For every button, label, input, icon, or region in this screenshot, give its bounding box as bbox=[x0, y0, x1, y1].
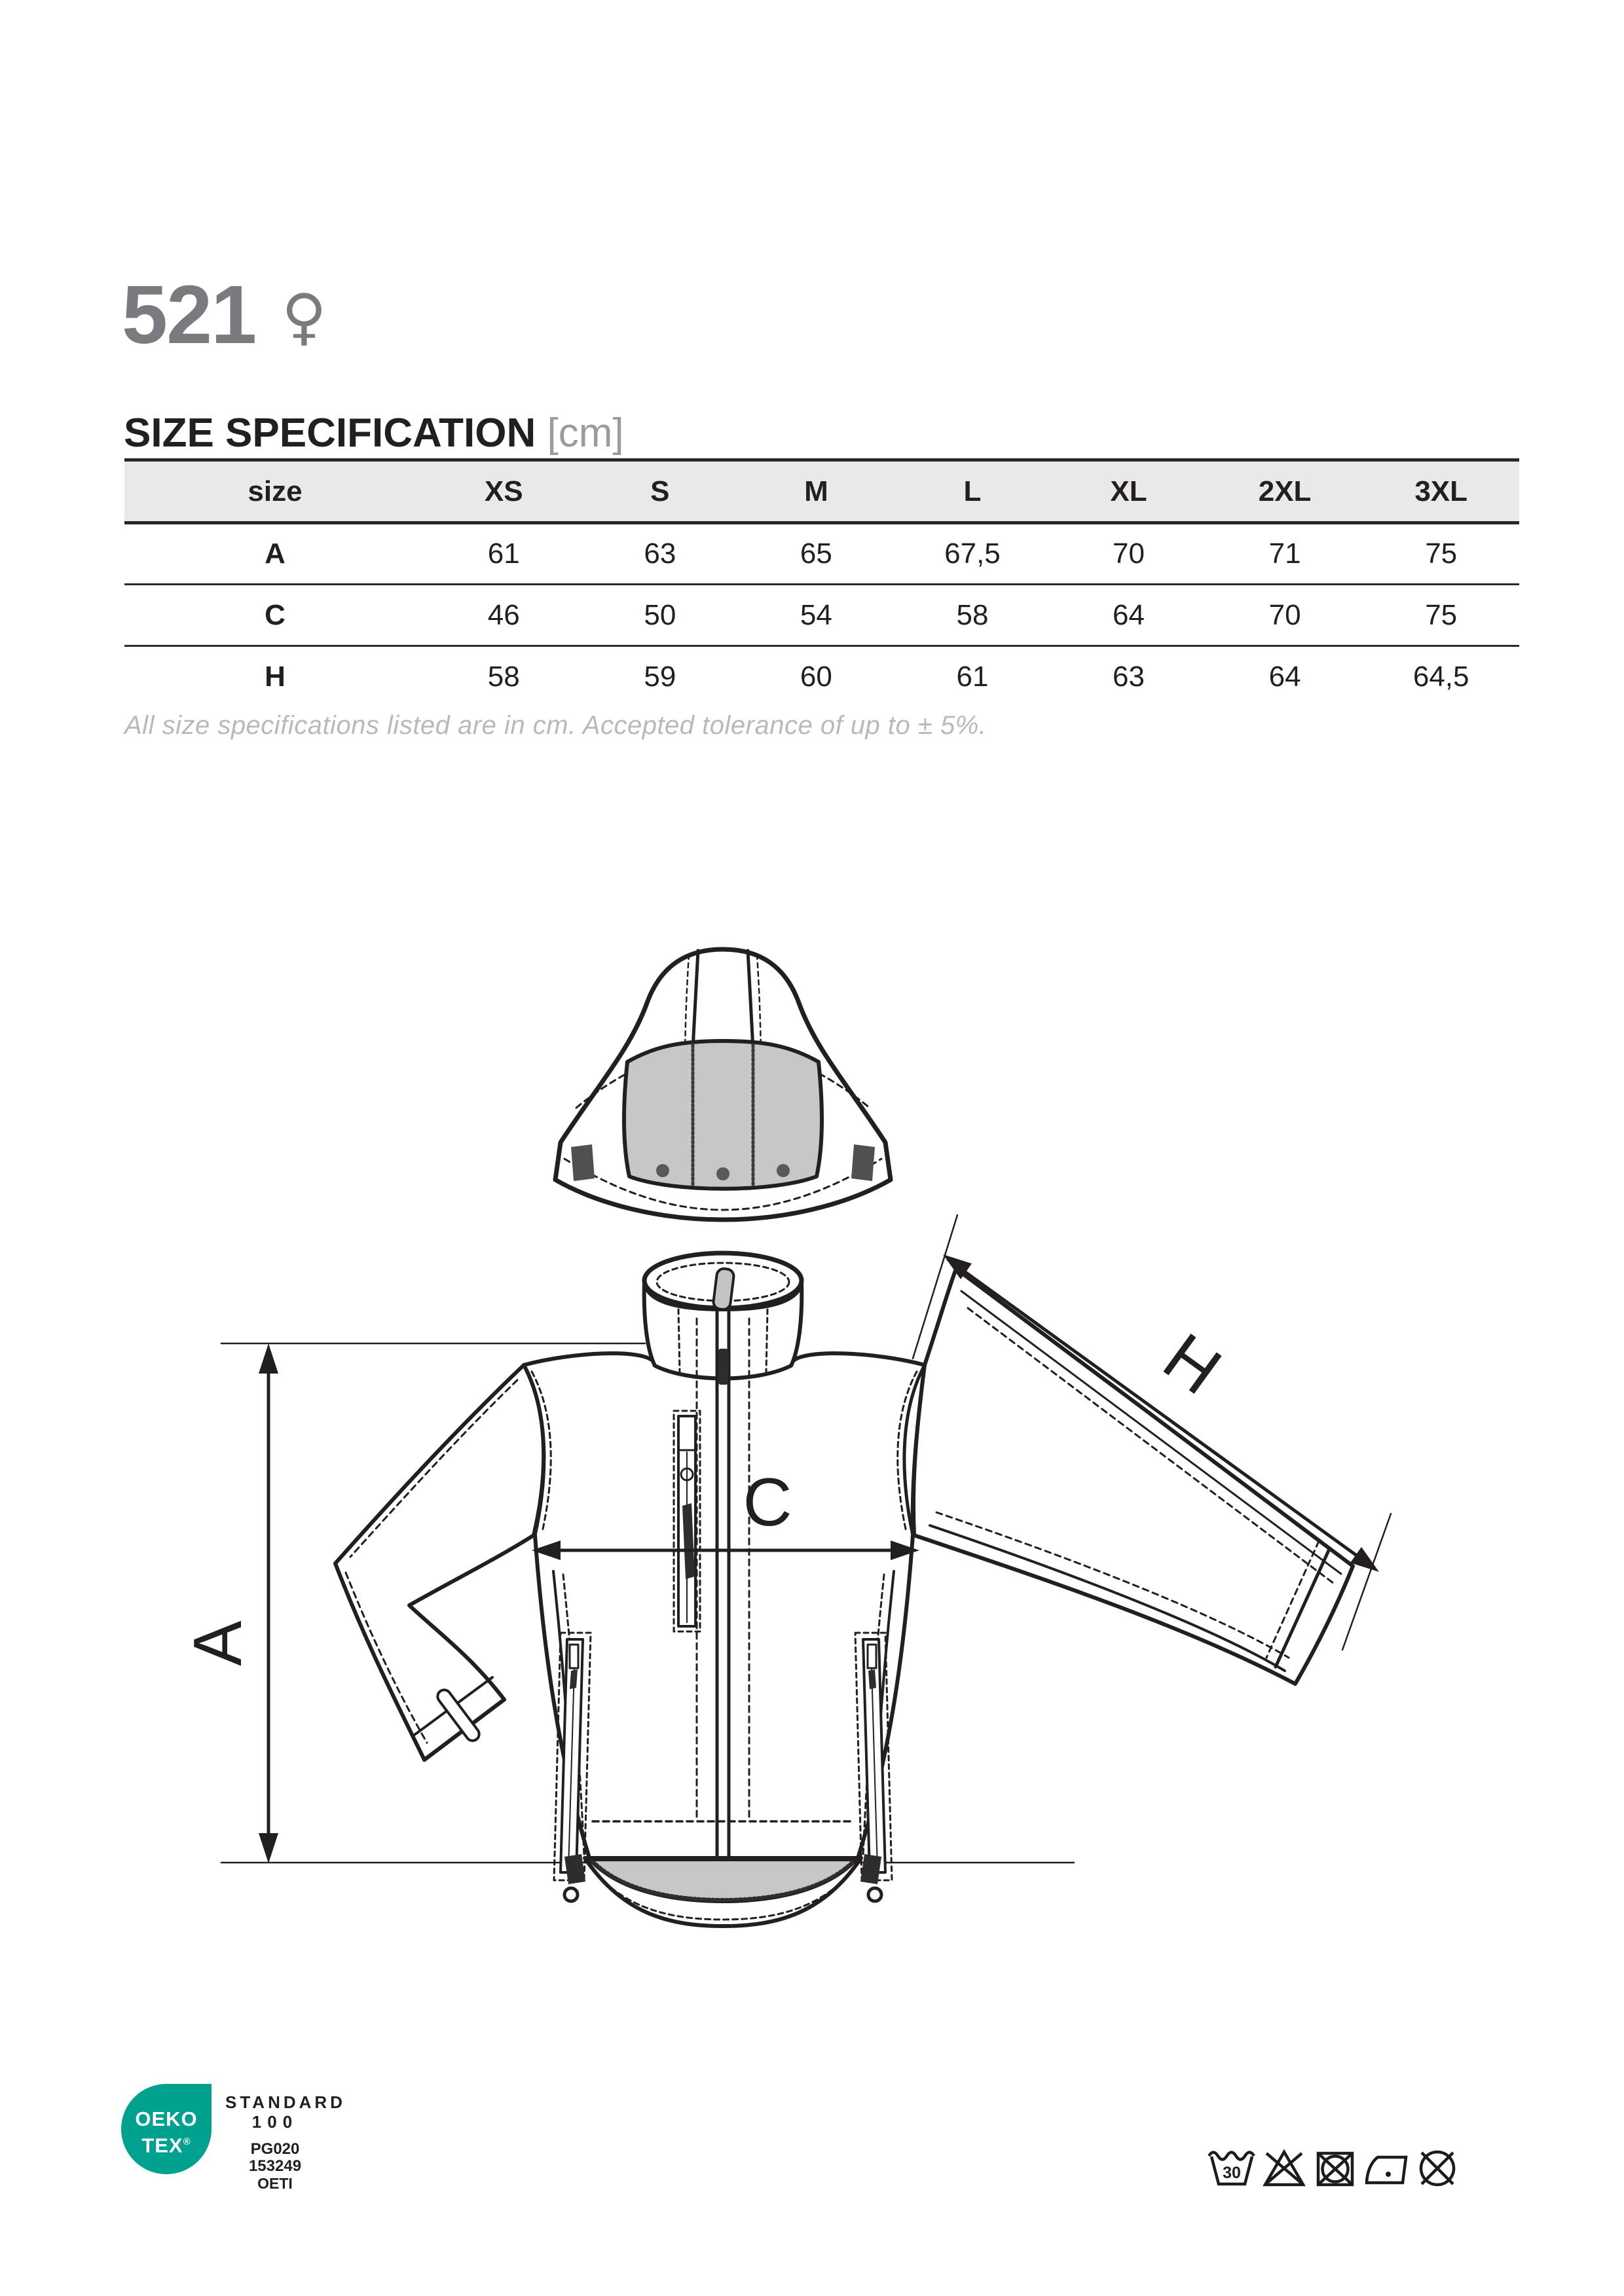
standard-number: 100 bbox=[251, 2112, 299, 2132]
unit-label: [cm] bbox=[547, 410, 624, 456]
col-header-m: M bbox=[804, 475, 828, 507]
row-label-h: H bbox=[265, 661, 286, 693]
row-label-a: A bbox=[265, 538, 286, 570]
tex-word: TEX® bbox=[141, 2134, 191, 2157]
row-label-c: C bbox=[265, 598, 286, 631]
cell-h-l: 61 bbox=[956, 661, 989, 693]
do-not-dry-clean-icon bbox=[1415, 2147, 1460, 2189]
cell-c-s: 50 bbox=[644, 598, 676, 631]
sleeve-left bbox=[335, 1365, 544, 1760]
cell-a-xs: 61 bbox=[487, 538, 520, 570]
col-header-l: L bbox=[963, 475, 982, 507]
col-header-size: size bbox=[248, 475, 303, 507]
do-not-tumble-dry-icon bbox=[1313, 2147, 1357, 2189]
tolerance-note: All size specifications listed are in cm. Accepted tolerance of up to ± 5%. bbox=[124, 711, 987, 740]
cell-c-3xl: 75 bbox=[1425, 598, 1458, 631]
cell-a-l: 67,5 bbox=[944, 538, 1001, 570]
cell-h-3xl: 64,5 bbox=[1412, 661, 1469, 693]
section-title-text: SIZE SPECIFICATION bbox=[124, 410, 536, 456]
measure-label-a: A bbox=[180, 1620, 256, 1666]
standard-label: STANDARD bbox=[225, 2092, 346, 2112]
cell-h-m: 60 bbox=[800, 661, 832, 693]
certifying-institute: OETI bbox=[257, 2175, 293, 2192]
do-not-bleach-icon bbox=[1262, 2147, 1306, 2189]
zipper-slider bbox=[718, 1349, 728, 1385]
oeko-word: OEKO bbox=[135, 2107, 198, 2130]
cell-a-xl: 70 bbox=[1113, 538, 1145, 570]
col-header-xl: XL bbox=[1110, 475, 1147, 507]
hood-snap bbox=[656, 1164, 669, 1177]
cell-h-s: 59 bbox=[644, 661, 676, 693]
hood-drawing bbox=[555, 949, 891, 1220]
cell-a-2xl: 71 bbox=[1268, 538, 1301, 570]
hood-velcro-tab bbox=[851, 1144, 875, 1181]
col-header-s: S bbox=[650, 475, 670, 507]
cell-h-xl: 63 bbox=[1113, 661, 1145, 693]
cell-a-s: 63 bbox=[644, 538, 676, 570]
cell-a-m: 65 bbox=[800, 538, 832, 570]
col-header-2xl: 2XL bbox=[1258, 475, 1312, 507]
certificate-number: PG020 153249 bbox=[248, 2140, 302, 2175]
cell-c-xs: 46 bbox=[487, 598, 520, 631]
cell-c-m: 54 bbox=[800, 598, 832, 631]
hood-snap bbox=[777, 1164, 790, 1177]
hood-velcro-tab bbox=[571, 1144, 595, 1181]
sleeve-right bbox=[913, 1269, 1353, 1684]
cell-h-xs: 58 bbox=[487, 661, 520, 693]
hood-lining-panel bbox=[624, 1041, 822, 1189]
hood-snap bbox=[716, 1167, 729, 1180]
measurement-a bbox=[180, 1343, 278, 1863]
measure-label-h: H bbox=[1150, 1319, 1235, 1410]
svg-text:30: 30 bbox=[1223, 2164, 1241, 2182]
oeko-tex-logo-text bbox=[121, 2084, 212, 2157]
product-code: 521 bbox=[122, 268, 256, 361]
col-header-xs: XS bbox=[484, 475, 523, 507]
oeko-standard-block bbox=[225, 2092, 346, 2192]
cell-c-xl: 64 bbox=[1113, 598, 1145, 631]
female-symbol-icon: ♀ bbox=[282, 282, 327, 353]
iron-low-heat-icon bbox=[1364, 2147, 1409, 2189]
chest-pocket bbox=[674, 1411, 700, 1631]
cell-a-3xl: 75 bbox=[1425, 538, 1458, 570]
zipper-pull-tab bbox=[712, 1268, 734, 1311]
cell-c-l: 58 bbox=[956, 598, 989, 631]
measure-label-c: C bbox=[743, 1465, 792, 1540]
care-symbols bbox=[1208, 2147, 1460, 2189]
cell-c-2xl: 70 bbox=[1268, 598, 1301, 631]
wash-30-icon bbox=[1208, 2147, 1255, 2189]
cell-h-2xl: 64 bbox=[1268, 661, 1301, 693]
col-header-3xl: 3XL bbox=[1414, 475, 1468, 507]
